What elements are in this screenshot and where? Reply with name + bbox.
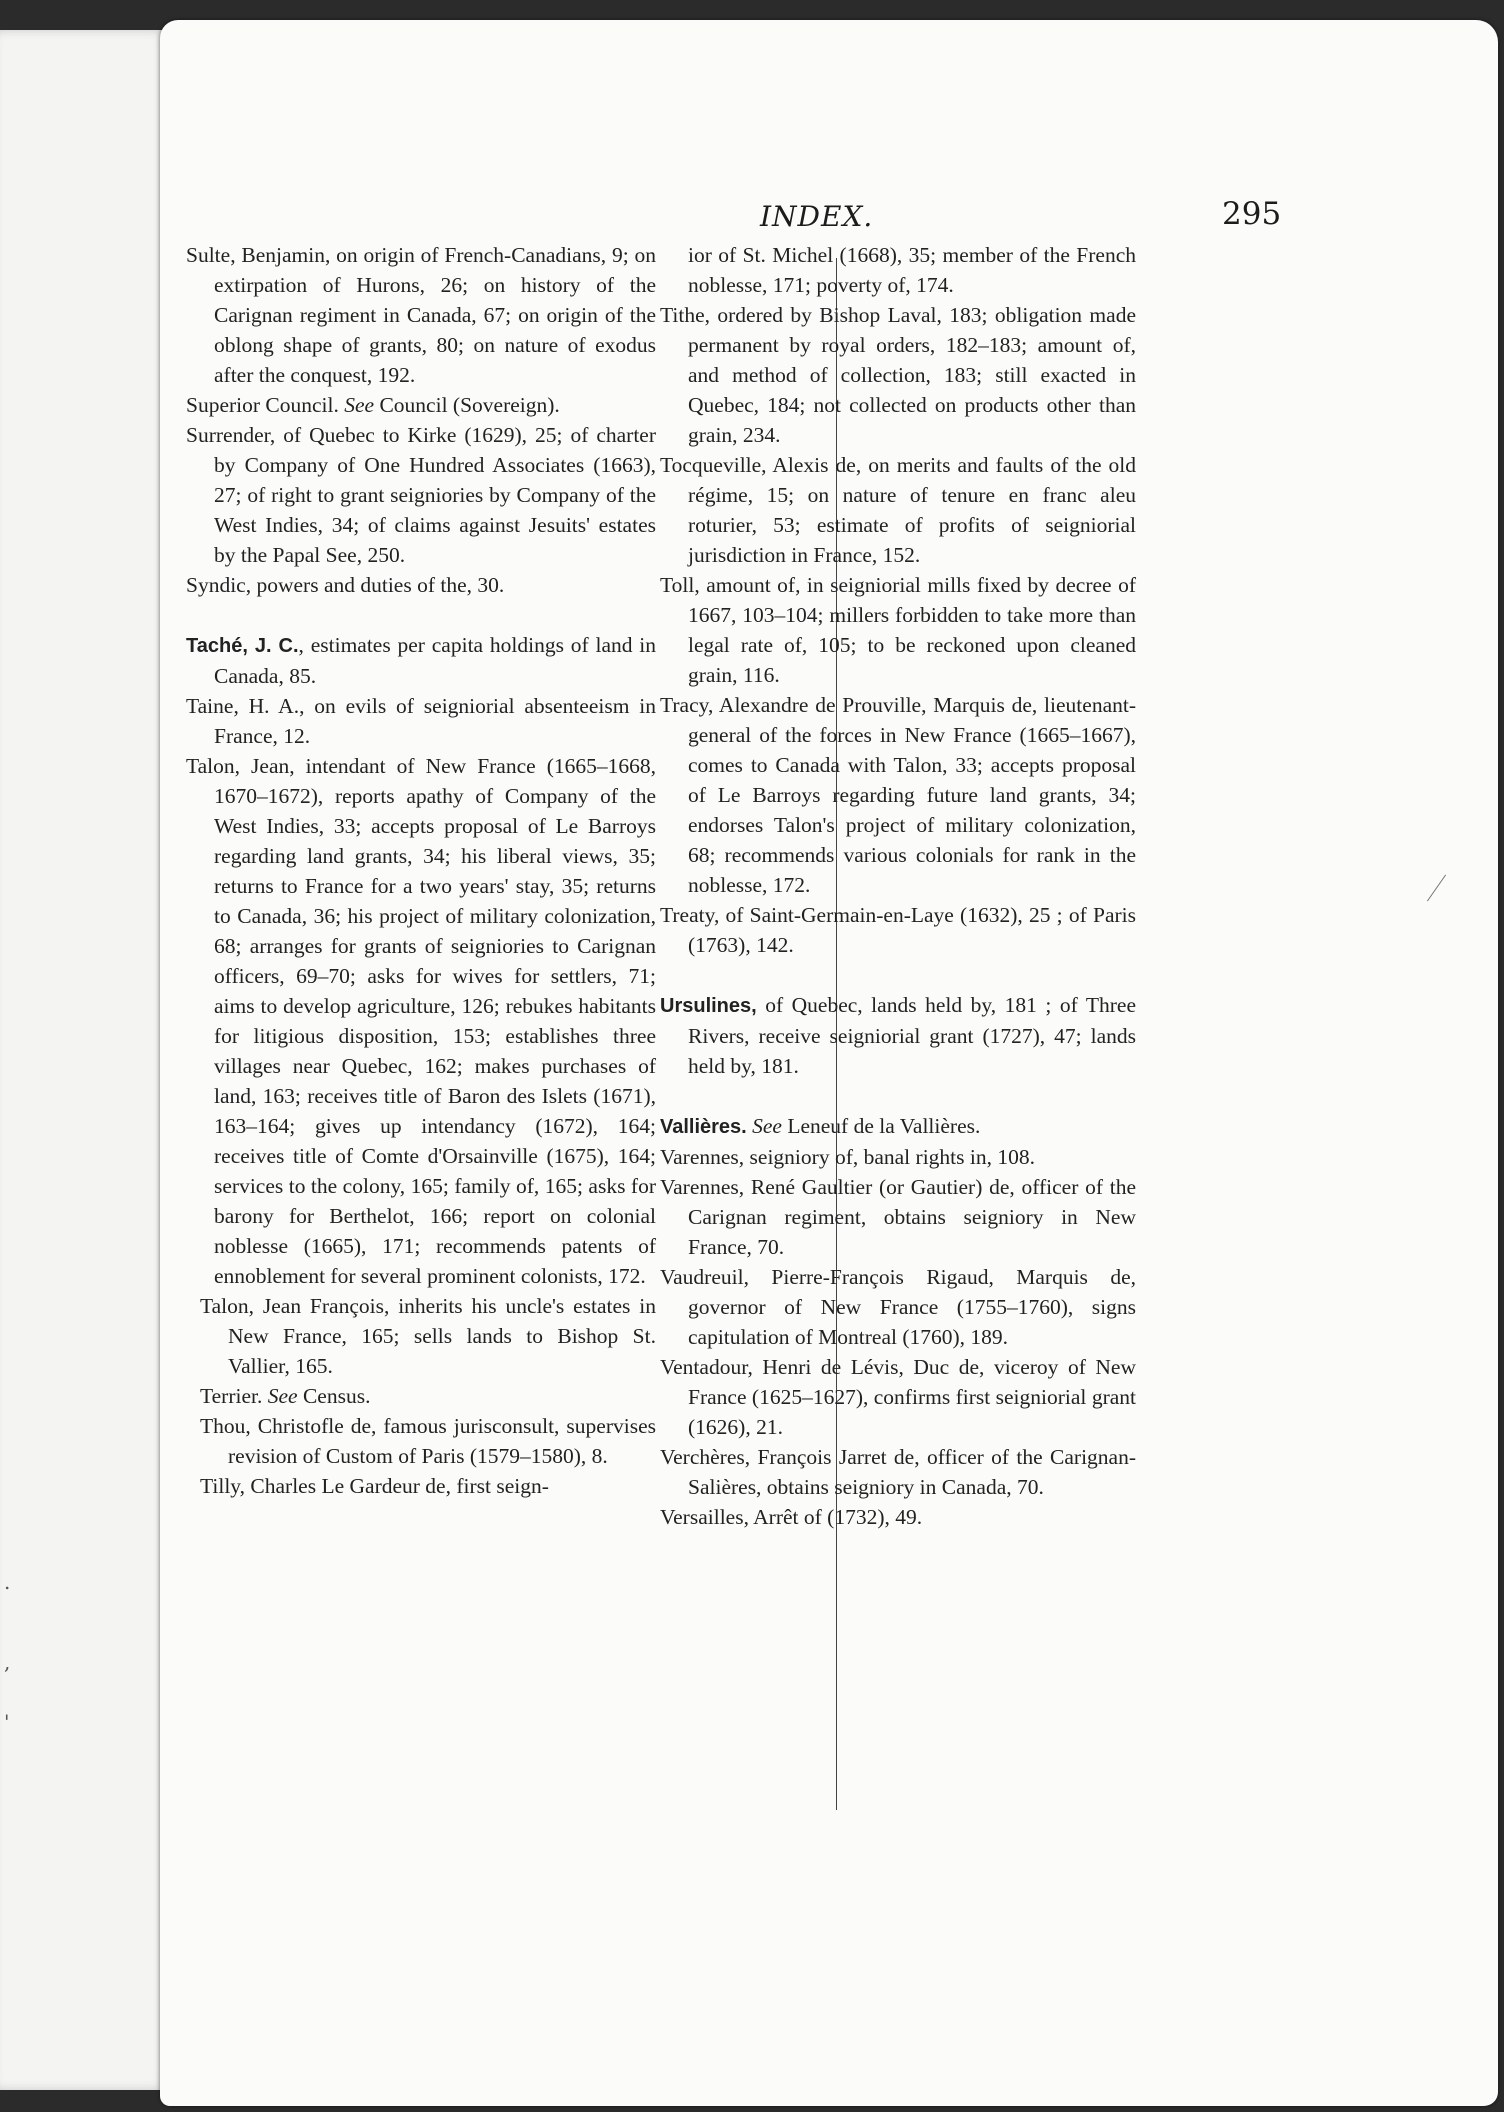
see-reference: See: [267, 1384, 298, 1408]
entry-text: Thou, Christofle de, famous jurisconsult, supervises revision of Custom of Paris (1579–1580), 8.: [200, 1414, 656, 1468]
entry-text: Verchères, François Jarret de, officer of the Carignan-Salières, obtains seigniory in Canada, 70.: [660, 1445, 1136, 1499]
entry-text: Leneuf de la Vallières.: [781, 1114, 981, 1138]
page-number: 295: [1222, 196, 1282, 232]
section-gap: [660, 960, 1136, 990]
index-entry: [660, 690, 1136, 900]
facing-page-mark: .: [4, 1570, 11, 1594]
section-heading-term: Vallières.: [660, 1116, 747, 1138]
index-entry: [200, 1411, 656, 1471]
entry-text: Talon, Jean, intendant of New France (1665–1668, 1670–1672), reports apathy of Company of the West Indies, 33; accepts proposal of Le Barroys regarding land grants, 34; his liberal views, 35; returns to France for a two years' stay, 35; returns to Canada, 36; his project of military colonization, 68; arranges for grants of seigniories to Carignan officers, 69–70; asks for wives for settlers, 71; aims to develop agriculture, 126; rebukes habitants for litigious disposition, 153; establishes three villages near Quebec, 162; makes purchases of land, 163; receives title of Baron des Islets (1671), 163–164; gives up intendancy (1672), 164; receives title of Comte d'Orsainville (1675), 164; services to the colony, 165; family of, 165; asks for barony for Berthelot, 166; report on colonial noblesse (1665), 171; recommends patents of ennoblement for several prominent colonists, 172.: [186, 754, 656, 1288]
entry-text: Talon, Jean François, inherits his uncle's estates in New France, 165; sells lands to Bishop St. Vallier, 165.: [200, 1294, 656, 1378]
entry-text: ior of St. Michel (1668), 35; member of the French noblesse, 171; poverty of, 174.: [688, 243, 1136, 297]
section-heading-term: Taché, J. C.: [186, 635, 299, 657]
index-entry: [186, 420, 656, 570]
section-gap: [660, 1081, 1136, 1111]
index-entry: [186, 240, 656, 390]
index-entry: [660, 1502, 1136, 1532]
entry-text: Sulte, Benjamin,: [186, 243, 331, 267]
entry-text: of Quebec, lands held by, 181 ; of Three Rivers, receive seigniorial grant (1727), 47; lands held by, 181.: [688, 993, 1136, 1078]
entry-text: Tilly, Charles Le Gardeur de, first seign-: [200, 1474, 549, 1498]
entry-text: on origin of French-Canadians, 9; on extirpation of Hurons, 26; on history of the Carignan regiment in Canada, 67; on origin of the oblong shape of grants, 80; on nature of exodus after the conquest, 192.: [214, 243, 656, 387]
index-entry: [660, 1172, 1136, 1262]
entry-text: Toll, amount of, in seigniorial mills fixed by decree of 1667, 103–104; millers forbidden to take more than legal rate of, 105; to be reckoned upon cleaned grain, 116.: [660, 573, 1136, 687]
index-entry: [200, 1381, 656, 1411]
entry-text: Tocqueville, Alexis de, on merits and faults of the old régime, 15; on nature of tenure en franc aleu roturier, 53; estimate of profits of seigniorial jurisdiction in France, 152.: [660, 453, 1136, 567]
entry-text: Surrender, of Quebec to Kirke (1629), 25; of charter by Company of One Hundred Associates (1663), 27; of right to grant seigniories by Company of the West Indies, 34; of claims against Jesuits' estates by the Papal See, 250.: [186, 423, 656, 567]
entry-text: Taine, H. A., on evils of seigniorial absenteeism in France, 12.: [186, 694, 656, 748]
index-entry-continued: [660, 240, 1136, 300]
index-entry: [660, 1111, 1136, 1142]
index-entry: [660, 1442, 1136, 1502]
facing-page-mark: ': [4, 1710, 10, 1734]
entry-text: Treaty, of Saint-Germain-en-Laye (1632), 25 ; of Paris (1763), 142.: [660, 903, 1136, 957]
index-entry: [660, 300, 1136, 450]
entry-text: Versailles, Arrêt of (1732), 49.: [660, 1505, 923, 1529]
index-entry: [660, 900, 1136, 960]
entry-text: Council (Sovereign).: [374, 393, 560, 417]
running-title: INDEX.: [760, 200, 874, 233]
stray-pencil-mark: [1427, 875, 1446, 902]
entry-text: Tithe, ordered by Bishop Laval, 183; obligation made permanent by royal orders, 182–183; amount of, and method of collection, 183; still exacted in Quebec, 184; not collected on products other than grain, 234.: [660, 303, 1136, 447]
index-entry: [660, 1352, 1136, 1442]
index-entry: [186, 390, 656, 420]
index-entry: [660, 1142, 1136, 1172]
index-entry: [200, 1471, 656, 1501]
index-column-left: [186, 240, 656, 1501]
entry-text: Varennes, René Gaultier (or Gautier) de, officer of the Carignan regiment, obtains seigniory in New France, 70.: [660, 1175, 1136, 1259]
index-entry: [200, 1291, 656, 1381]
entry-text: Vaudreuil, Pierre-François Rigaud, Marquis de, governor of New France (1755–1760), signs capitulation of Montreal (1760), 189.: [660, 1265, 1136, 1349]
entry-text: Syndic, powers and duties of the, 30.: [186, 573, 505, 597]
index-entry: [660, 450, 1136, 570]
index-entry: [186, 691, 656, 751]
see-reference: See: [752, 1114, 782, 1138]
entry-text: Census.: [297, 1384, 371, 1408]
entry-text: Ventadour, Henri de Lévis, Duc de, viceroy of New France (1625–1627), confirms first seigniorial grant (1626), 21.: [660, 1355, 1136, 1439]
index-entry: [186, 751, 656, 1291]
section-heading-term: Ursulines,: [660, 995, 757, 1017]
index-column-right: [660, 240, 1136, 1532]
index-entry: [660, 1262, 1136, 1352]
facing-page-mark: ,: [4, 1650, 11, 1674]
index-entry: [186, 630, 656, 691]
facing-page-edge: [0, 30, 171, 2090]
entry-text: Tracy, Alexandre de Prouville, Marquis de, lieutenant-general of the forces in New France (1665–1667), comes to Canada with Talon, 33; accepts proposal of Le Barroys regarding future land grants, 34; endorses Talon's project of military colonization, 68; recommends various colonials for rank in the noblesse, 172.: [660, 693, 1136, 897]
entry-text: Varennes, seigniory of, banal rights in, 108.: [660, 1145, 1035, 1169]
entry-text: Terrier.: [200, 1384, 268, 1408]
entry-text: Superior Council.: [186, 393, 345, 417]
section-gap: [186, 600, 656, 630]
see-reference: See: [344, 393, 375, 417]
index-entry: [660, 990, 1136, 1081]
entry-text: , estimates per capita holdings of land in Canada, 85.: [214, 633, 657, 688]
index-entry: [660, 570, 1136, 690]
index-entry: [186, 570, 656, 600]
